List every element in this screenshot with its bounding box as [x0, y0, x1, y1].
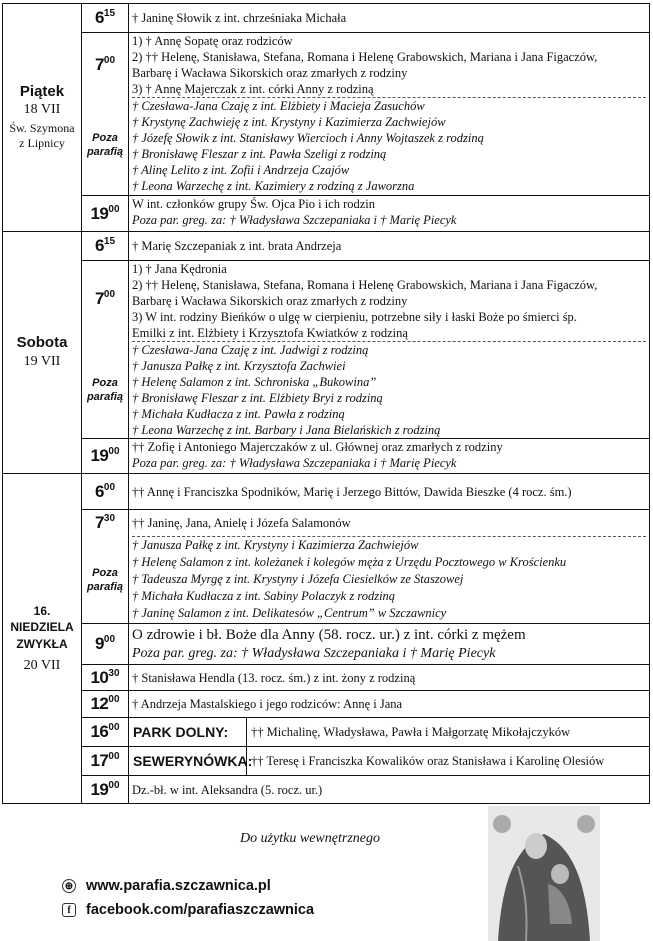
mass-intention: †† Janinę, Jana, Anielę i Józefa Salamonów † Janusza Pałkę z int. Krystyny i Kazimierza Zachwiejów † Helenę Salamon z int. koleżanek i kolegów męża z Urzędu Pocztowego w Krościenku † Tadeusza Myrgę z int. Krystyny i Józefa Ciesielków ze Staszowej † Michała Kudłacza z int. Sabiny Polaczyk z rodziną † Janinę Salamon z int. Delikatesów „Centrum” w Szczawnicy — [129, 510, 650, 624]
mass-time: $7^{30}$ Poza parafią — [82, 510, 129, 624]
website-link[interactable]: ⊕ www.parafia.szczawnica.pl — [62, 878, 271, 894]
outside-parish-label: Poza parafią — [86, 132, 124, 158]
mass-intention: † Stanisława Hendla (13. rocz. śm.) z int. żony z rodziną — [129, 665, 650, 691]
mass-intention: † Janinę Słowik z int. chrześniaka Michała — [129, 4, 650, 33]
location-label: PARK DOLNY: — [133, 724, 229, 740]
mass-intention: W int. członków grupy Św. Ojca Pio i ich rodzin Poza par. greg. za: † Władysława Szczepaniaka i † Marię Piecyk — [129, 196, 650, 232]
day-saturday — [3, 232, 82, 474]
mass-intention: PARK DOLNY: †† Michalinę, Władysława, Pawła i Małgorzatę Mikołajczyków — [129, 718, 650, 747]
mass-time: $19^{00}$ — [82, 776, 129, 804]
mass-time: $6^{15}$ — [82, 232, 129, 261]
facebook-link[interactable]: f facebook.com/parafiaszczawnica — [62, 902, 314, 918]
mass-time: $7^{00}$ Poza parafią — [82, 261, 129, 439]
day-date: 20 VII — [23, 657, 61, 673]
internal-use-note: Do użytku wewnętrznego — [240, 831, 380, 846]
mass-time: $6^{15}$ — [82, 4, 129, 33]
day-saint: Św. Szymona z Lipnicy — [9, 121, 75, 151]
mass-time: $10^{30}$ — [82, 665, 129, 691]
day-friday — [3, 4, 82, 232]
day-name: Piątek — [19, 82, 65, 100]
mass-intention: 1) † Annę Sopatę oraz rodziców 2) †† Helenę, Stanisława, Stefana, Romana i Helenę Grabowskich, Mariana i Jana Figaczów, Barbarę i Wacława Sikorskich oraz zmarłych z rodziny 3) † Annę Majerczak z int. córki Anny z rodziną † Czesława-Jana Czaję z int. Elżbiety i Macieja Zasuchów † Krystynę Zachwieję z int. Krystyny i Kazimierza Zachwiejów † Józefę Słowik z int. Stanisławy Wiercioch i Anny Wojtaszek z rodziną † Bronisławę Fleszar z int. Pawła Szeligi z rodziną † Alinę Lelito z int. Zofii i Andrzeja Czajów † Leona Warzechę z int. Kazimiery z rodziną z Jaworzna — [129, 33, 650, 196]
facebook-icon: f — [62, 903, 76, 917]
madonna-icon-image — [488, 806, 600, 941]
mass-schedule-table — [2, 3, 650, 804]
outside-parish-list: † Czesława-Jana Czaję z int. Jadwigi z rodziną † Janusza Pałkę z int. Krzysztofa Zachwiei † Helenę Salamon z int. Schroniska „Bukowina” † Bronisławę Fleszar z int. Elżbiety Bryi z rodziną † Michała Kudłacza z int. Pawła z rodziną † Leona Warzechę z int. Barbary i Jana Bielańskich z rodziną — [132, 341, 646, 438]
mass-time: $16^{00}$ — [82, 718, 129, 747]
mass-intention: †† Annę i Franciszka Spodników, Marię i Jerzego Bittów, Dawida Bieszke (4 rocz. śm.) — [129, 474, 650, 510]
outside-parish-label: Poza parafią — [86, 567, 124, 593]
globe-icon: ⊕ — [62, 879, 76, 893]
mass-intention: 1) † Jana Kędronia 2) †† Helenę, Stanisława, Stefana, Romana i Helenę Grabowskich, Mariana i Jana Figaczów, Barbarę i Wacława Sikorskich oraz zmarłych z rodziny 3) W int. rodziny Bieńków o ulgę w cierpieniu, potrzebne siły i łaski Boże po śmierci śp. Emilki z int. Elżbiety i Krzysztofa Kwiatków z rodziną † Czesława-Jana Czaję z int. Jadwigi z rodziną † Janusza Pałkę z int. Krzysztofa Zachwiei † Helenę Salamon z int. Schroniska „Bukowina” † Bronisławę Fleszar z int. Elżbiety Bryi z rodziną † Michała Kudłacza z int. Pawła z rodziną † Leona Warzechę z int. Barbary i Jana Bielańskich z rodziną — [129, 261, 650, 439]
mass-time: $9^{00}$ — [82, 624, 129, 665]
mass-intention: †† Zofię i Antoniego Majerczaków z ul. Głównej oraz zmarłych z rodziny Poza par. greg. za: † Władysława Szczepaniaka i † Marię Piecyk — [129, 439, 650, 474]
mass-time: $7^{00}$ Poza parafią — [82, 33, 129, 196]
mass-time: $19^{00}$ — [82, 439, 129, 474]
outside-parish-list: † Czesława-Jana Czaję z int. Elżbiety i Macieja Zasuchów † Krystynę Zachwieję z int. Krystyny i Kazimierza Zachwiejów † Józefę Słowik z int. Stanisławy Wiercioch i Anny Wojtaszek z rodziną † Bronisławę Fleszar z int. Pawła Szeligi z rodziną † Alinę Lelito z int. Zofii i Andrzeja Czajów † Leona Warzechę z int. Kazimiery z rodziną z Jaworzna — [132, 97, 646, 194]
mass-time: $17^{00}$ — [82, 747, 129, 776]
mass-time: $19^{00}$ — [82, 196, 129, 232]
day-name: 16. NIEDZIELA ZWYKŁA — [10, 604, 74, 651]
outside-parish-list: † Janusza Pałkę z int. Krystyny i Kazimierza Zachwiejów † Helenę Salamon z int. koleżanek i kolegów męża z Urzędu Pocztowego w Krościenku † Tadeusza Myrgę z int. Krystyny i Józefa Ciesielków ze Staszowej † Michała Kudłacza z int. Sabiny Polaczyk z rodziną † Janinę Salamon z int. Delikatesów „Centrum” w Szczawnicy — [132, 536, 646, 622]
mass-intention: Dz.-bł. w int. Aleksandra (5. rocz. ur.) — [129, 776, 650, 804]
mass-time: $12^{00}$ — [82, 691, 129, 718]
day-date: 18 VII — [23, 102, 61, 118]
mass-intention: O zdrowie i bł. Boże dla Anny (58. rocz. ur.) z int. córki z mężem Poza par. greg. za: † Władysława Szczepaniaka i † Marię Piecyk — [129, 624, 650, 665]
mass-time: $6^{00}$ — [82, 474, 129, 510]
mass-intention: SEWERYNÓWKA: †† Teresę i Franciszka Kowalików oraz Stanisława i Karolinę Olesiów — [129, 747, 650, 776]
mass-intention: † Andrzeja Mastalskiego i jego rodziców: Annę i Jana — [129, 691, 650, 718]
outside-parish-label: Poza parafią — [86, 377, 124, 403]
day-name: Sobota — [16, 334, 68, 352]
location-label: SEWERYNÓWKA: — [133, 753, 253, 769]
day-sunday — [3, 474, 82, 804]
day-date: 19 VII — [23, 353, 61, 369]
mass-intention: † Marię Szczepaniak z int. brata Andrzeja — [129, 232, 650, 261]
